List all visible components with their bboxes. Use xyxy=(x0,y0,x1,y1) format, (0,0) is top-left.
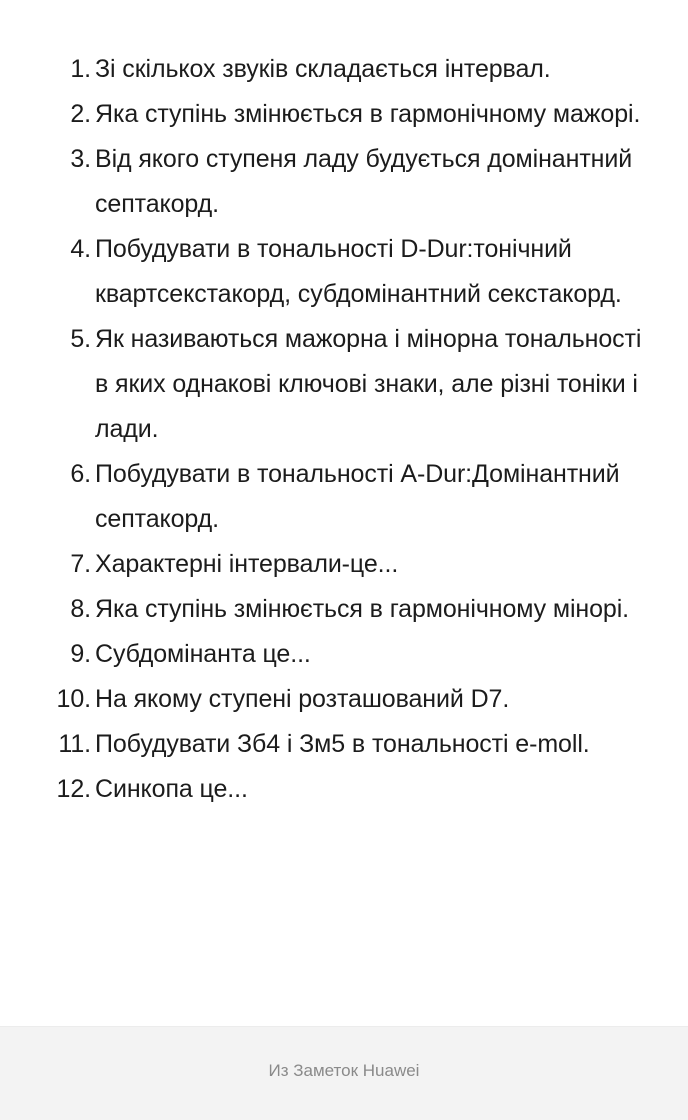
list-item xyxy=(0,227,688,317)
footer-source-text: Из Заметок Huawei xyxy=(268,1061,420,1080)
list-item-text: На якому ступені розташований D7. xyxy=(95,685,510,713)
list-item-text: Побудувати Зб4 і Зм5 в тональності e-moll. xyxy=(95,730,590,758)
list-item-text: Субдомінанта це... xyxy=(95,640,311,668)
list-item-text: Яка ступінь змінюється в гармонічному мінорі. xyxy=(95,595,630,623)
list-item-number: 7. xyxy=(70,550,91,578)
list-item xyxy=(0,632,688,677)
list-item-number: 8. xyxy=(70,595,91,623)
list-item-text: Характерні інтервали-це... xyxy=(95,550,399,578)
list-item-text: Як називаються мажорна і мінорна тональності в яких однакові ключові знаки, але різні тоніки і лади. xyxy=(95,325,642,443)
list-item xyxy=(0,452,688,542)
list-item-number: 5. xyxy=(70,325,91,353)
list-item-text: Синкопа це... xyxy=(95,775,248,803)
list-item xyxy=(0,587,688,632)
list-item-number: 2. xyxy=(70,100,91,128)
list-item-text: Від якого ступеня ладу будується домінантний септакорд. xyxy=(95,145,633,218)
list-item-number: 3. xyxy=(70,145,91,173)
list-item xyxy=(0,722,688,767)
list-item-text: Побудувати в тональності A-Dur:Домінантний септакорд. xyxy=(95,460,620,533)
list-item-number: 1. xyxy=(70,55,91,83)
list-item xyxy=(0,767,688,812)
list-item xyxy=(0,677,688,722)
list-item-number: 4. xyxy=(70,235,91,263)
note-footer xyxy=(0,1026,688,1120)
list-item xyxy=(0,47,688,92)
list-item-number: 11. xyxy=(58,730,91,758)
list-item-number: 9. xyxy=(70,640,91,668)
list-item xyxy=(0,92,688,137)
list-item-number: 10. xyxy=(56,685,91,713)
list-item-number: 6. xyxy=(70,460,91,488)
list-item xyxy=(0,317,688,452)
list-item-text: Побудувати в тональності D-Dur:тонічний квартсекстакорд, субдомінантний секстакорд. xyxy=(95,235,622,308)
numbered-list xyxy=(0,47,688,812)
list-item-text: Зі скількох звуків складається інтервал. xyxy=(95,55,551,83)
list-item xyxy=(0,137,688,227)
list-item-number: 12. xyxy=(56,775,91,803)
list-item xyxy=(0,542,688,587)
list-item-text: Яка ступінь змінюється в гармонічному мажорі. xyxy=(95,100,641,128)
